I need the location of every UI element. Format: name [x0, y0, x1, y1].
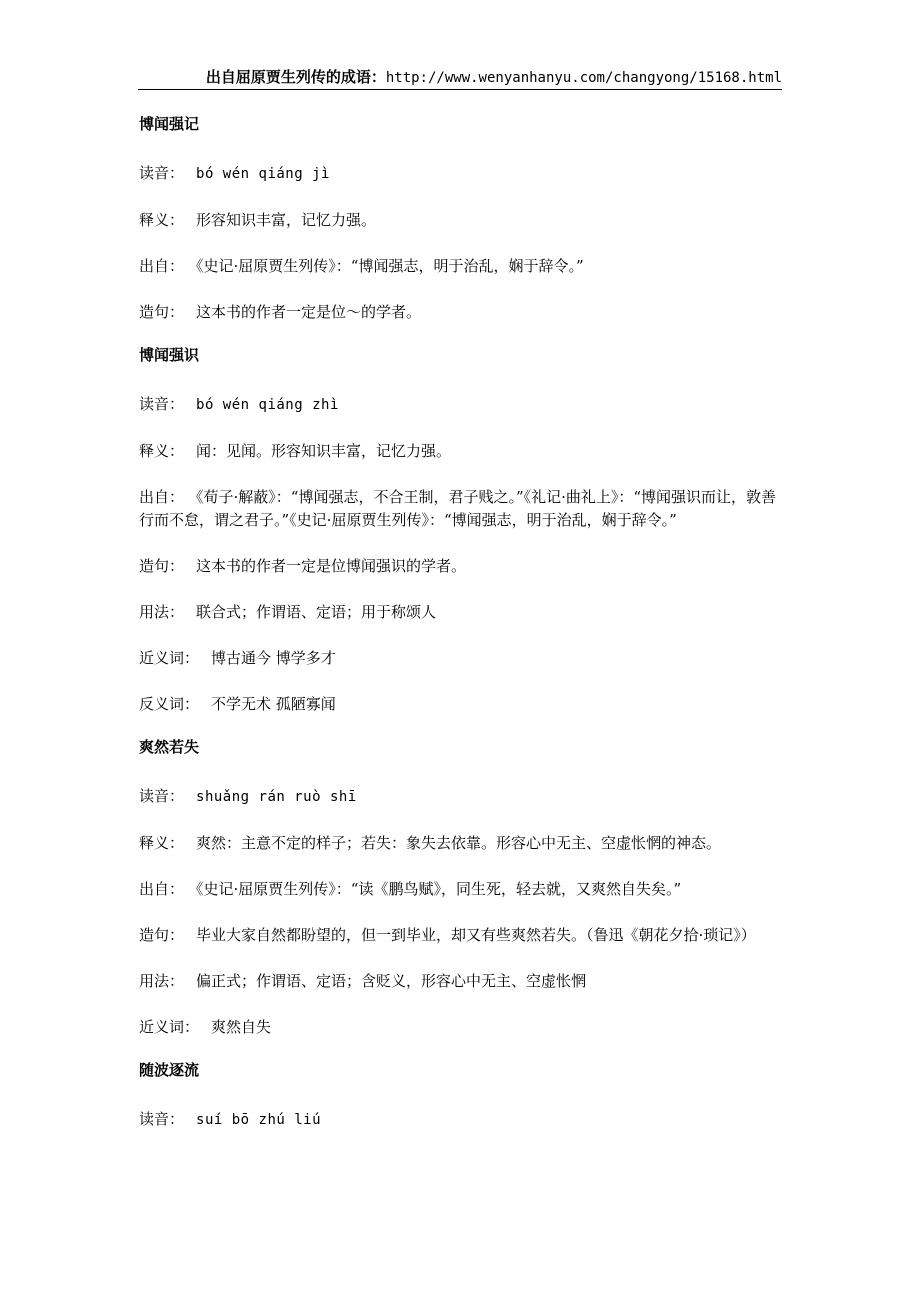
reading-label: 读音： [139, 787, 185, 805]
synonym-label: 近义词： [139, 1018, 200, 1036]
source-label: 出自： [139, 880, 185, 898]
reading-line [139, 162, 784, 186]
reading-line [139, 1108, 784, 1132]
idiom-entry [139, 1062, 784, 1132]
reading-value: bó wén qiáng zhì [196, 397, 339, 413]
source-value: 《荀子·解蔽》：“博闻强志，不合王制，君子贱之。”《礼记·曲礼上》：“博闻强识而让，敦善行而不怠，谓之君子。”《史记·屈原贾生列传》：“博闻强志，明于治乱，娴于辞令。” [139, 488, 777, 529]
synonym-value: 博古通今 博学多才 [211, 649, 336, 667]
source-value: 《史记·屈原贾生列传》：“读《鹏鸟赋》，同生死，轻去就，又爽然自失矣。” [196, 880, 682, 898]
idiom-entry [139, 739, 784, 1039]
example-label: 造句： [139, 926, 185, 944]
usage-label: 用法： [139, 603, 185, 621]
example-line [139, 924, 784, 947]
meaning-value: 闻：见闻。形容知识丰富，记忆力强。 [196, 442, 452, 460]
idiom-entry [139, 347, 784, 716]
meaning-value: 爽然：主意不定的样子；若失：象失去依靠。形容心中无主、空虚怅惘的神态。 [196, 834, 722, 852]
header-url-link[interactable]: http://www.wenyanhanyu.com/changyong/15168.html [385, 70, 782, 86]
page-header [138, 66, 782, 90]
usage-value: 联合式；作谓语、定语；用于称颂人 [196, 603, 437, 621]
source-value: 《史记·屈原贾生列传》：“博闻强志，明于治乱，娴于辞令。” [196, 257, 584, 275]
idiom-title: 博闻强记 [139, 115, 200, 133]
meaning-label: 释义： [139, 834, 185, 852]
header-prefix: 出自屈原贾生列传的成语： [205, 68, 386, 86]
example-line [139, 301, 784, 324]
antonym-line [139, 693, 784, 716]
source-line [139, 486, 784, 532]
reading-label: 读音： [139, 1110, 185, 1128]
source-label: 出自： [139, 257, 185, 275]
example-value: 这本书的作者一定是位博闻强识的学者。 [196, 557, 467, 575]
usage-line [139, 970, 784, 993]
synonym-line [139, 1016, 784, 1039]
example-value: 毕业大家自然都盼望的，但一到毕业，却又有些爽然若失。（鲁迅《朝花夕拾·琐记》） [196, 926, 756, 944]
idiom-title: 博闻强识 [139, 346, 200, 364]
synonym-line [139, 647, 784, 670]
antonym-value: 不学无术 孤陋寡闻 [211, 695, 336, 713]
reading-value: bó wén qiáng jì [196, 166, 330, 182]
example-line [139, 555, 784, 578]
source-line [139, 255, 784, 278]
reading-line [139, 785, 784, 809]
usage-value: 偏正式；作谓语、定语；含贬义，形容心中无主、空虚怅惘 [196, 972, 587, 990]
usage-line [139, 601, 784, 624]
source-line [139, 878, 784, 901]
example-value: 这本书的作者一定是位～的学者。 [196, 303, 422, 321]
idiom-entry [139, 116, 784, 324]
reading-line [139, 393, 784, 417]
synonym-value: 爽然自失 [211, 1018, 272, 1036]
usage-label: 用法： [139, 972, 185, 990]
source-label: 出自： [139, 488, 185, 506]
reading-label: 读音： [139, 164, 185, 182]
example-label: 造句： [139, 303, 185, 321]
idiom-title: 随波逐流 [139, 1061, 200, 1079]
antonym-label: 反义词： [139, 695, 200, 713]
reading-label: 读音： [139, 395, 185, 413]
synonym-label: 近义词： [139, 649, 200, 667]
example-label: 造句： [139, 557, 185, 575]
meaning-label: 释义： [139, 211, 185, 229]
reading-value: shuǎng rán ruò shī [196, 789, 357, 805]
meaning-line [139, 440, 784, 463]
meaning-value: 形容知识丰富，记忆力强。 [196, 211, 377, 229]
meaning-line [139, 832, 784, 855]
meaning-label: 释义： [139, 442, 185, 460]
idiom-title: 爽然若失 [139, 738, 200, 756]
meaning-line [139, 209, 784, 232]
document-body [139, 116, 784, 1155]
reading-value: suí bō zhú liú [196, 1112, 322, 1128]
